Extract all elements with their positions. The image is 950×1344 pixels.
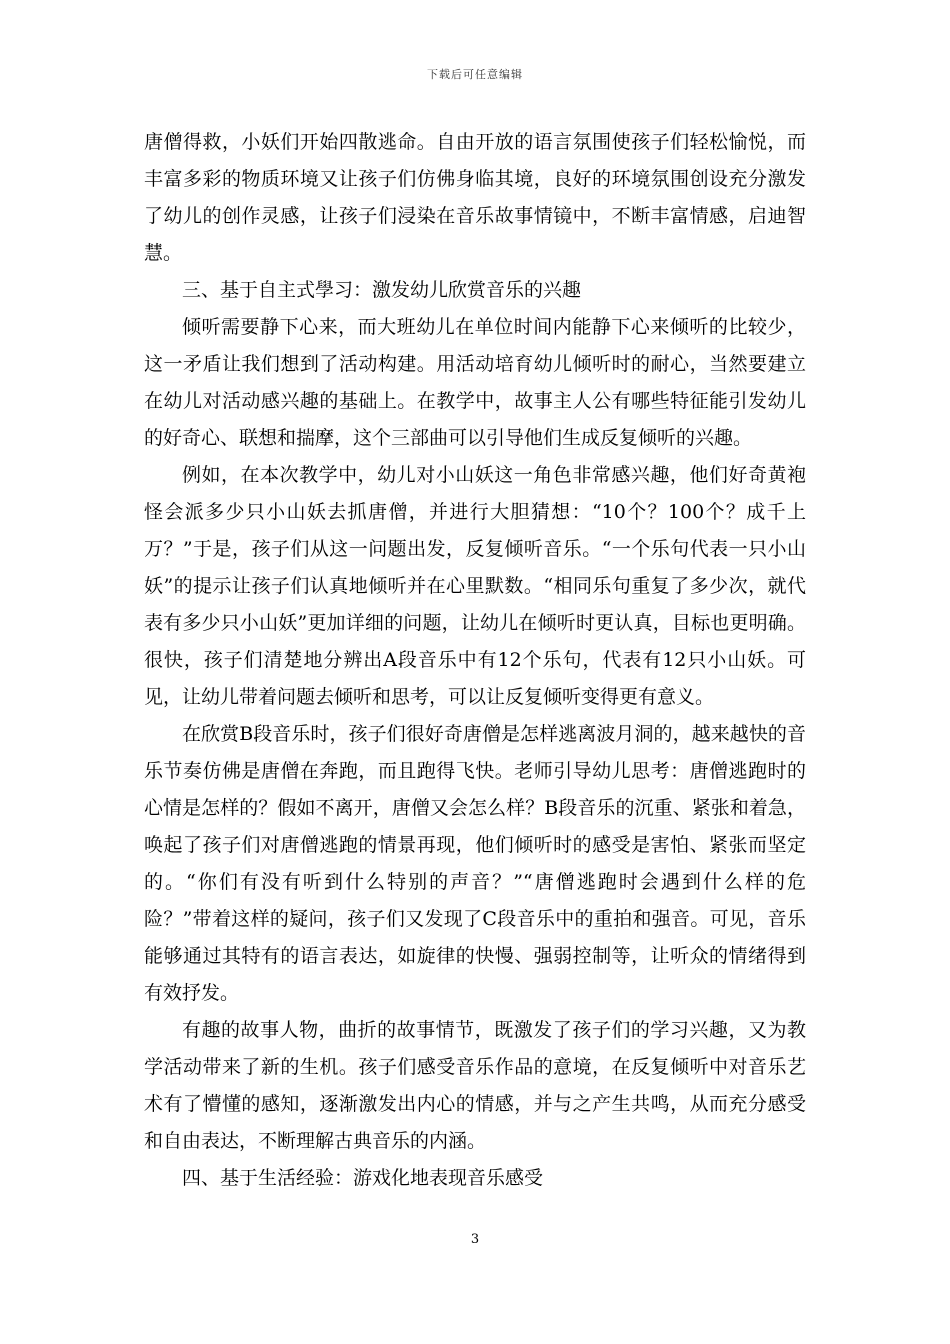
page-number: 3 — [470, 1232, 480, 1247]
paragraph: 有趣的故事人物，曲折的故事情节，既激发了孩子们的学习兴趣，又为教学活动带来了新的生机。孩子们感受音乐作品的意境，在反复倾听中对音乐艺术有了懵懂的感知，逐渐激发出内心的情感，并与之产生共鸣，从而充分感受和自由表达，不断理解古典音乐的内涵。 — [144, 1019, 806, 1152]
paragraph: 唐僧得救，小妖们开始四散逃命。自由开放的语言氛围使孩子们轻松愉悦，而丰富多彩的物质环境又让孩子们仿佛身临其境，良好的环境氛围创设充分激发了幼儿的创作灵感，让孩子们浸染在音乐故事情镜中，不断丰富情感，启迪智慧。 — [144, 131, 806, 264]
paragraph: 例如，在本次教学中，幼儿对小山妖这一角色非常感兴趣，他们好奇黄袍怪会派多少只小山妖去抓唐僧，并进行大胆猜想：“10个？100个？成千上万？”于是，孩子们从这一问题出发，反复倾听音乐。“一个乐句代表一只小山妖”的提示让孩子们认真地倾听并在心里默数。“相同乐句重复了多少次，就代表有多少只小山妖”更加详细的问题，让幼儿在倾听时更认真，目标也更明确。很快，孩子们清楚地分辨出A段音乐中有12个乐句，代表有12只小山妖。可见，让幼儿带着问题去倾听和思考，可以让反复倾听变得更有意义。 — [144, 464, 806, 708]
paragraph: 倾听需要静下心来，而大班幼儿在单位时间内能静下心来倾听的比较少，这一矛盾让我们想到了活动构建。用活动培育幼儿倾听时的耐心，当然要建立在幼儿对活动感兴趣的基础上。在教学中，故事主人公有哪些特征能引发幼儿的好奇心、联想和揣摩，这个三部曲可以引导他们生成反复倾听的兴趣。 — [144, 316, 806, 449]
paragraph: 在欣赏B段音乐时，孩子们很好奇唐僧是怎样逃离波月洞的，越来越快的音乐节奏仿佛是唐僧在奔跑，而且跑得飞快。老师引导幼儿思考：唐僧逃跑时的心情是怎样的？假如不离开，唐僧又会怎么样？B段音乐的沉重、紧张和着急，唤起了孩子们对唐僧逃跑的情景再现，他们倾听时的感受是害怕、紧张而坚定的。“你们有没有听到什么特别的声音？”“唐僧逃跑时会遇到什么样的危险？”带着这样的疑问，孩子们又发现了C段音乐中的重拍和强音。可见，音乐能够通过其特有的语言表达，如旋律的快慢、强弱控制等，让听众的情绪得到有效抒发。 — [144, 723, 806, 1004]
section-heading-3: 三、基于自主式學习：激发幼儿欣赏音乐的兴趣 — [182, 279, 582, 301]
section-heading-4: 四、基于生活经验：游戏化地表现音乐感受 — [182, 1167, 544, 1189]
header-note: 下载后可任意编辑 — [427, 68, 523, 81]
document-body — [144, 124, 806, 1197]
